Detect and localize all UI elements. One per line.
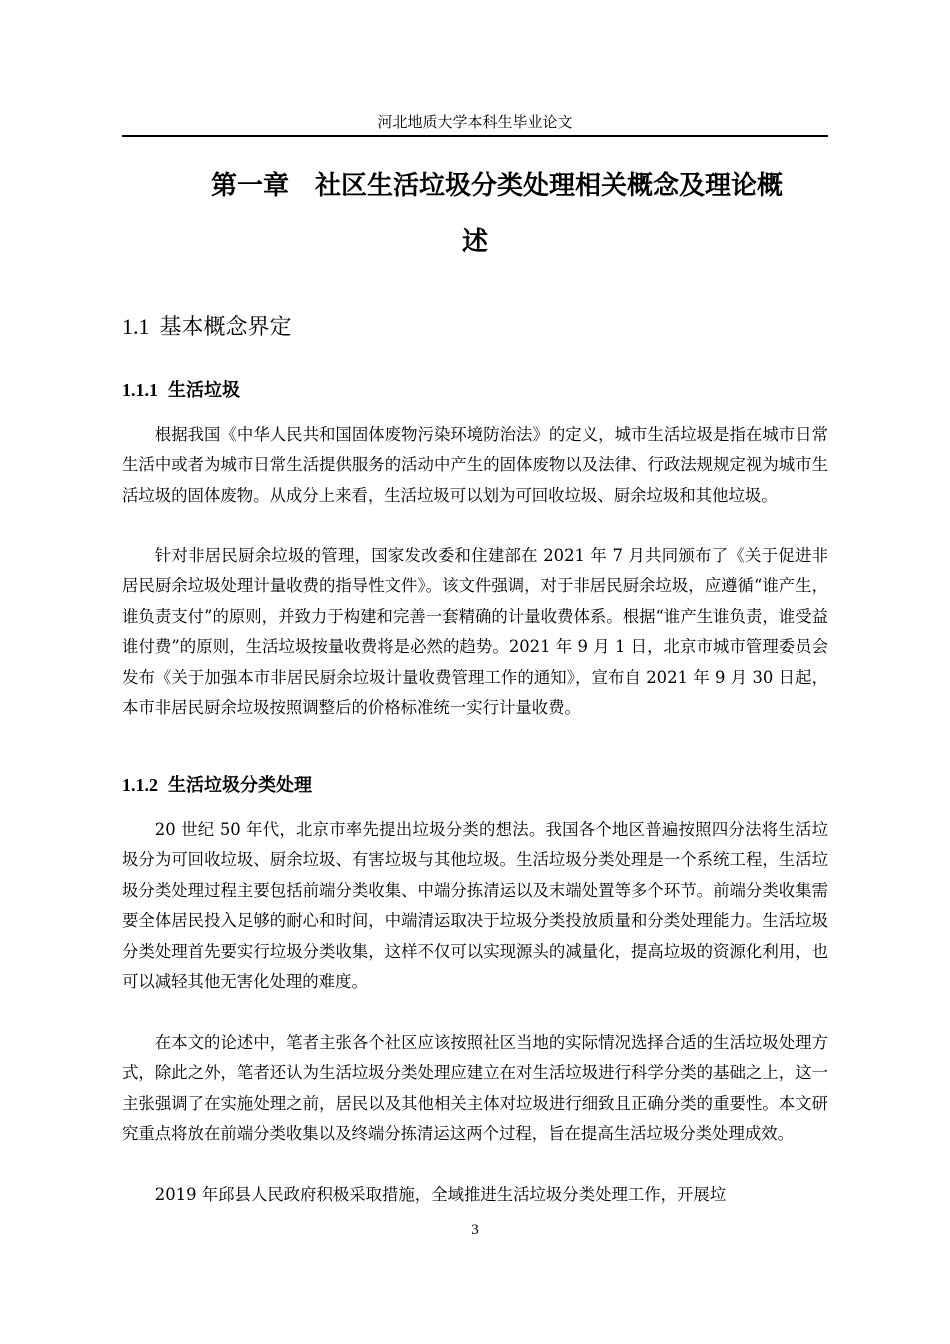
section-number: 1.1 xyxy=(122,314,150,339)
section-number: 1.1.2 xyxy=(122,775,158,795)
page-number: 3 xyxy=(471,1222,479,1238)
running-header: 河北地质大学本科生毕业论文 xyxy=(377,113,573,131)
section-heading-1-1-2 xyxy=(122,771,312,800)
chapter-title-line1: 第一章 社区生活垃圾分类处理相关概念及理论概 xyxy=(210,171,783,201)
header-rule xyxy=(122,135,828,137)
section-title: 基本概念界定 xyxy=(159,315,292,340)
paragraph: 在本文的论述中，笔者主张各个社区应该按照社区当地的实际情况选择合适的生活垃圾处理方式，除此之外，笔者还认为生活垃圾分类处理应建立在对生活垃圾进行科学分类的基础之上，这一主张强调了在实施处理之前，居民以及其他相关主体对垃圾进行细致且正确分类的重要性。本文研究重点将放在前端分类收集以及终端分拣清运这两个过程，旨在提高生活垃圾分类处理成效。 xyxy=(122,1033,828,1144)
paragraph: 2019 年邱县人民政府积极采取措施，全域推进生活垃圾分类处理工作，开展垃 xyxy=(154,1185,727,1204)
chapter-title-line2: 述 xyxy=(461,227,488,257)
paragraph: 根据我国《中华人民共和国固体废物污染环境防治法》的定义，城市生活垃圾是指在城市日常生活中或者为城市日常生活提供服务的活动中产生的固体废物以及法律、行政法规规定视为城市生活垃圾的固体废物。从成分上来看，生活垃圾可以划为可回收垃圾、厨余垃圾和其他垃圾。 xyxy=(122,425,828,505)
paragraph: 20 世纪 50 年代，北京市率先提出垃圾分类的想法。我国各个地区普遍按照四分法将生活垃圾分为可回收垃圾、厨余垃圾、有害垃圾与其他垃圾。生活垃圾分类处理是一个系统工程，生活垃圾分类处理过程主要包括前端分类收集、中端分拣清运以及末端处置等多个环节。前端分类收集需要全体居民投入足够的耐心和时间，中端清运取决于垃圾分类投放质量和分类处理能力。生活垃圾分类处理首先要实行垃圾分类收集，这样不仅可以实现源头的减量化，提高垃圾的资源化利用，也可以减轻其他无害化处理的难度。 xyxy=(122,820,828,992)
section-title: 生活垃圾分类处理 xyxy=(168,775,312,796)
section-heading-1-1 xyxy=(122,310,292,345)
section-title: 生活垃圾 xyxy=(168,380,240,401)
section-heading-1-1-1 xyxy=(122,376,240,405)
chapter-title xyxy=(122,158,828,270)
section-number: 1.1.1 xyxy=(122,380,158,400)
paragraph: 针对非居民厨余垃圾的管理，国家发改委和住建部在 2021 年 7 月共同颁布了《关于促进非居民厨余垃圾处理计量收费的指导性文件》。该文件强调，对于非居民厨余垃圾，应遵循“谁产生，谁负责支付”的原则，并致力于构建和完善一套精确的计量收费体系。根据“谁产生谁负责，谁受益谁付费”的原则，生活垃圾按量收费将是必然的趋势。2021 年 9 月 1 日，北京市城市管理委员会发布《关于加强本市非居民厨余垃圾计量收费管理工作的通知》，宣布自 2021 年 9 月 30 日起，本市非居民厨余垃圾按照调整后的价格标准统一实行计量收费。 xyxy=(122,546,828,718)
